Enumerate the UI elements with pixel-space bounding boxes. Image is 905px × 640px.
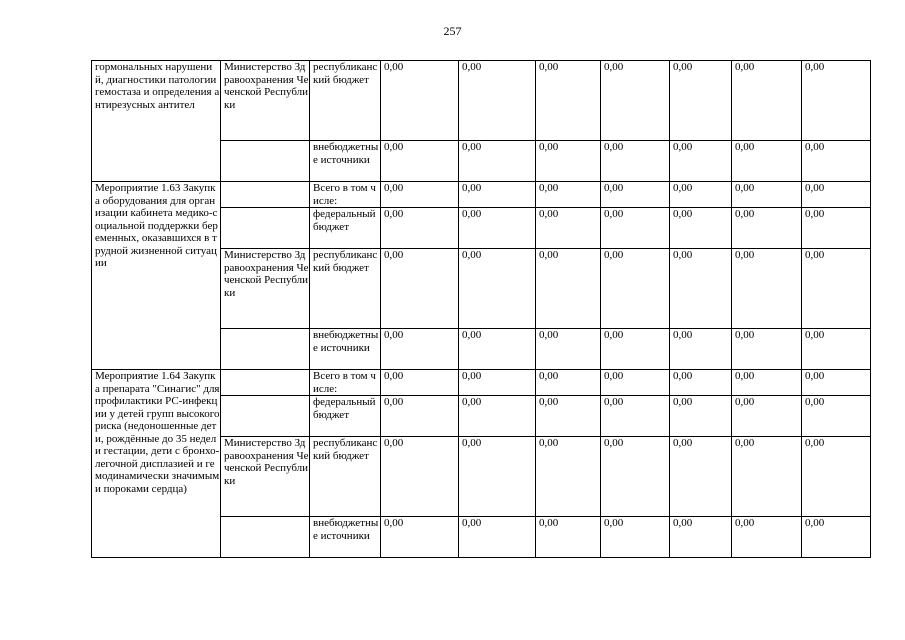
value-cell: 0,00: [732, 517, 802, 558]
page-number: 257: [443, 24, 462, 38]
funding-source-cell: Всего в том числе:: [310, 182, 381, 208]
funding-source-cell: федеральный бюджет: [310, 208, 381, 249]
value-cell: 0,00: [381, 396, 459, 437]
value-cell: 0,00: [601, 396, 670, 437]
value-cell: 0,00: [459, 517, 536, 558]
value-cell: 0,00: [670, 396, 732, 437]
value-cell: 0,00: [381, 437, 459, 517]
value-cell: 0,00: [536, 61, 601, 141]
value-cell: 0,00: [459, 249, 536, 329]
value-cell: 0,00: [802, 517, 871, 558]
value-cell: 0,00: [670, 61, 732, 141]
value-cell: 0,00: [459, 208, 536, 249]
value-cell: 0,00: [732, 182, 802, 208]
value-cell: 0,00: [601, 141, 670, 182]
value-cell: 0,00: [381, 370, 459, 396]
value-cell: 0,00: [601, 61, 670, 141]
executor-cell: [221, 208, 310, 249]
executor-cell: [221, 182, 310, 208]
funding-source-cell: внебюджетные источники: [310, 517, 381, 558]
value-cell: 0,00: [536, 517, 601, 558]
value-cell: 0,00: [601, 208, 670, 249]
value-cell: 0,00: [381, 61, 459, 141]
value-cell: 0,00: [732, 437, 802, 517]
value-cell: 0,00: [802, 437, 871, 517]
executor-cell: [221, 329, 310, 370]
value-cell: 0,00: [536, 208, 601, 249]
value-cell: 0,00: [536, 141, 601, 182]
value-cell: 0,00: [732, 249, 802, 329]
value-cell: 0,00: [732, 370, 802, 396]
value-cell: 0,00: [670, 517, 732, 558]
value-cell: 0,00: [459, 182, 536, 208]
funding-source-cell: Всего в том числе:: [310, 370, 381, 396]
value-cell: 0,00: [802, 182, 871, 208]
funding-source-cell: республиканский бюджет: [310, 249, 381, 329]
value-cell: 0,00: [601, 370, 670, 396]
value-cell: 0,00: [536, 370, 601, 396]
value-cell: 0,00: [802, 249, 871, 329]
value-cell: 0,00: [670, 329, 732, 370]
value-cell: 0,00: [459, 396, 536, 437]
value-cell: 0,00: [536, 249, 601, 329]
funding-source-cell: внебюджетные источники: [310, 141, 381, 182]
table-row: [92, 182, 871, 208]
table-row: [92, 370, 871, 396]
value-cell: 0,00: [459, 141, 536, 182]
funding-source-cell: федеральный бюджет: [310, 396, 381, 437]
budget-table: [91, 60, 871, 558]
value-cell: 0,00: [601, 182, 670, 208]
table-row: [92, 61, 871, 141]
funding-source-cell: республиканский бюджет: [310, 437, 381, 517]
value-cell: 0,00: [732, 61, 802, 141]
value-cell: 0,00: [732, 396, 802, 437]
funding-source-cell: республиканский бюджет: [310, 61, 381, 141]
value-cell: 0,00: [381, 329, 459, 370]
activity-name-cell: Мероприятие 1.64 Закупка препарата "Синагис" для профилактики РС-инфекции у детей групп высокого риска (недоношенные дети, рождённые до 35 недели гестации, дети с бронхо-легочной дисплазией и гемодинамически значимыми пороками сердца): [92, 370, 221, 558]
value-cell: 0,00: [381, 141, 459, 182]
value-cell: 0,00: [459, 370, 536, 396]
executor-cell: Министерство Здравоохранения Чеченской Республики: [221, 249, 310, 329]
value-cell: 0,00: [536, 182, 601, 208]
value-cell: 0,00: [670, 370, 732, 396]
activity-name-cell: гормональных нарушений, диагностики патологии гемостаза и определения антирезусных антител: [92, 61, 221, 182]
value-cell: 0,00: [601, 437, 670, 517]
value-cell: 0,00: [802, 141, 871, 182]
activity-name-cell: Мероприятие 1.63 Закупка оборудования для организации кабинета медико-социальной поддержки беременных, оказавшихся в трудной жизненной ситуации: [92, 182, 221, 370]
value-cell: 0,00: [381, 182, 459, 208]
value-cell: 0,00: [732, 329, 802, 370]
executor-cell: [221, 517, 310, 558]
value-cell: 0,00: [802, 329, 871, 370]
value-cell: 0,00: [802, 370, 871, 396]
value-cell: 0,00: [670, 182, 732, 208]
value-cell: 0,00: [601, 329, 670, 370]
value-cell: 0,00: [670, 437, 732, 517]
value-cell: 0,00: [459, 61, 536, 141]
value-cell: 0,00: [601, 517, 670, 558]
value-cell: 0,00: [601, 249, 670, 329]
value-cell: 0,00: [802, 396, 871, 437]
value-cell: 0,00: [536, 396, 601, 437]
value-cell: 0,00: [732, 208, 802, 249]
executor-cell: [221, 370, 310, 396]
value-cell: 0,00: [670, 208, 732, 249]
executor-cell: [221, 141, 310, 182]
value-cell: 0,00: [670, 249, 732, 329]
value-cell: 0,00: [381, 249, 459, 329]
value-cell: 0,00: [732, 141, 802, 182]
value-cell: 0,00: [459, 437, 536, 517]
funding-source-cell: внебюджетные источники: [310, 329, 381, 370]
value-cell: 0,00: [802, 208, 871, 249]
executor-cell: [221, 396, 310, 437]
executor-cell: Министерство Здравоохранения Чеченской Республики: [221, 437, 310, 517]
value-cell: 0,00: [459, 329, 536, 370]
executor-cell: Министерство Здравоохранения Чеченской Республики: [221, 61, 310, 141]
value-cell: 0,00: [670, 141, 732, 182]
value-cell: 0,00: [536, 437, 601, 517]
value-cell: 0,00: [381, 517, 459, 558]
value-cell: 0,00: [802, 61, 871, 141]
value-cell: 0,00: [381, 208, 459, 249]
value-cell: 0,00: [536, 329, 601, 370]
